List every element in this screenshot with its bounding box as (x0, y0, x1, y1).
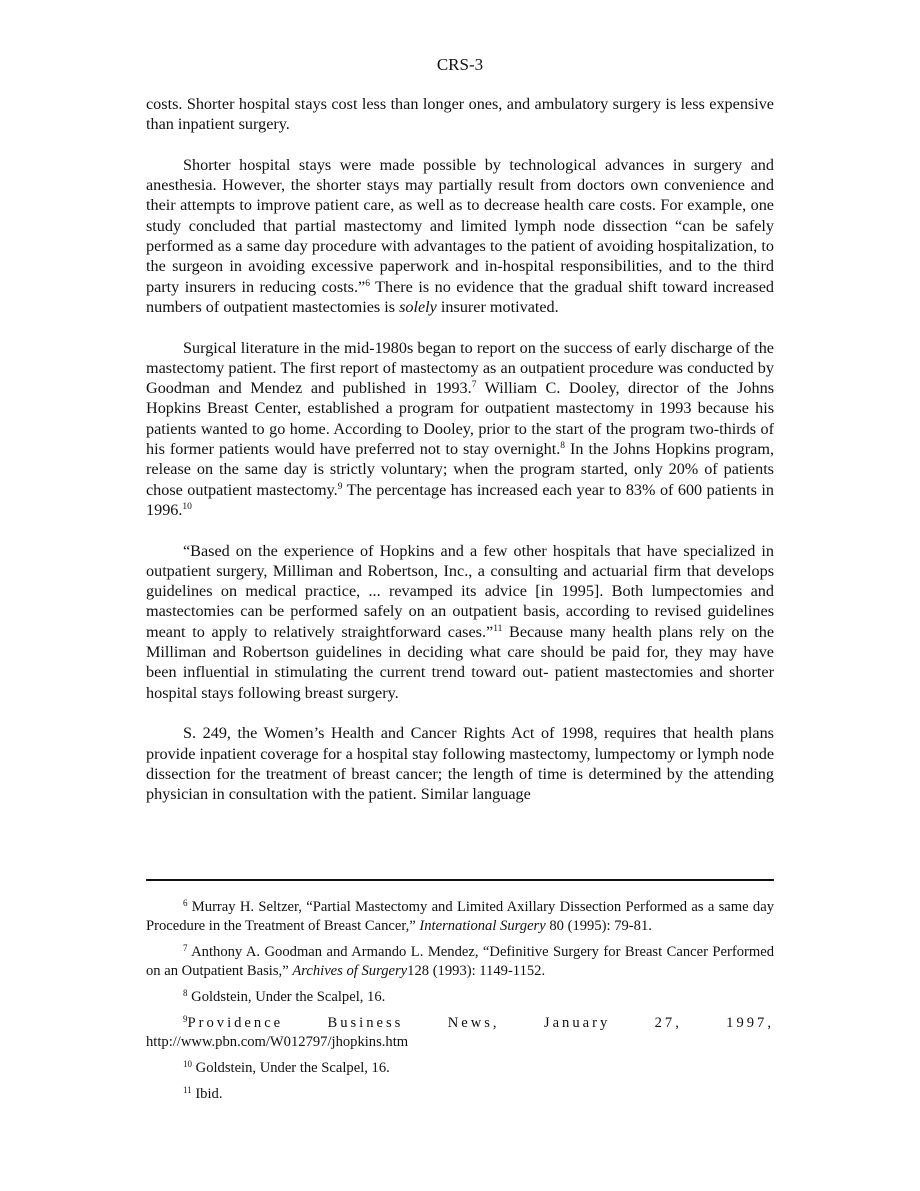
footnote-ref-10: 10 (182, 501, 192, 512)
footnote-6: $^6$ Murray H. Seltzer, “Partial Mastectomy and Limited Axillary Dissection Performed as a same day Procedure in the Treatment of Breast Cancer,” International Surgery 80 (1995): 79-81. (146, 898, 774, 934)
footnote-number: 10 (183, 1059, 192, 1069)
paragraph-s249: S. 249, the Women’s Health and Cancer Rights Act of 1998, requires that health plans provide inpatient coverage for a hospital stay following mastectomy, lumpectomy or lymph node dissection for the treatment of breast cancer; the length of time is determined by the attending physician in consultation with the patient. Similar language (146, 724, 774, 804)
footnote-number: 8 (183, 988, 188, 998)
footnote-7: $^7$ Anthony A. Goodman and Armando L. Mendez, “Definitive Surgery for Breast Cancer Performed on an Outpatient Basis,” Archives of Surgery128 (1993): 1149-1152. (146, 943, 774, 979)
footnote-8: $^8$ Goldstein, Under the Scalpel, 16. (183, 988, 386, 1005)
footnote-ref-11: 11 (493, 623, 503, 634)
footnote-ref-7: 7 (471, 380, 477, 391)
footnote-ref-8: 8 (560, 441, 565, 452)
footnote-ref-6: 6 (365, 278, 370, 289)
paragraph-shorter-stays: Shorter hospital stays were made possible by technological advances in surgery and anesthesia. However, the shorter stays may partially result from doctors own convenience and their attempts to improve patient care, as well as to decrease health care costs. For example, one study concluded that partial mastectomy and limited lymph node dissection “can be safely performed as a same day procedure with advantages to the patient of avoiding hospitalization, to the surgeon in avoiding excessive paperwork and in-hospital responsibilities, and to the third party insurers in reducing costs.”$^6$ There is no evidence that the gradual shift toward increased numbers of outpatient mastectomies is solely insurer motivated. (146, 155, 774, 316)
footnotes-section (146, 898, 774, 1111)
footnote-11: $^{11}$ Ibid. (183, 1085, 223, 1102)
footnote-number: 9 (183, 1014, 188, 1024)
page-number-header: CRS-3 (436, 55, 484, 74)
footnote-ref-9: 9 (337, 481, 343, 492)
paragraph-surgical-literature: Surgical literature in the mid-1980s began to report on the success of early discharge of the mastectomy patient. The first report of mastectomy as an outpatient procedure was conducted by Goodman and Mendez and published in 1993.$^7$ William C. Dooley, director of the Johns Hopkins Breast Center, established a program for outpatient mastectomy in 1993 because his patients wanted to go home. According to Dooley, prior to the start of the program two-thirds of his former patients would have preferred not to stay overnight.$^8$ In the Johns Hopkins program, release on the same day is strictly voluntary; when the program started, only 20% of patients chose outpatient mastectomy.$^9$ The percentage has increased each year to 83% of 600 patients in 1996.10 (146, 338, 774, 519)
emphasis-solely: solely (399, 297, 437, 316)
footnote-9-citation: $^9$Providence Business News, January 27, 1997, (183, 1014, 774, 1031)
footnote-number: 6 (183, 898, 188, 908)
footnote-number: 11 (183, 1085, 192, 1095)
footnote-number: 7 (183, 943, 188, 953)
footnote-10: $^{10}$ Goldstein, Under the Scalpel, 16. (183, 1059, 390, 1076)
paragraph-milliman-robertson: “Based on the experience of Hopkins and a few other hospitals that have specialized in outpatient surgery, Milliman and Robertson, Inc., a consulting and actuarial firm that develops guidelines on medical practice, ... revamped its advice [in 1995]. Both lumpectomies and mastectomies can be performed safely on an outpatient basis, according to revised guidelines meant to apply to relatively straightforward cases.”$^{11}$ Because many health plans rely on the Milliman and Robertson guidelines in deciding what care should be paid for, they may have been influential in stimulating the current trend toward out- patient mastectomies and shorter hospital stays following breast surgery. (146, 541, 774, 702)
body-text (146, 94, 774, 804)
paragraph-costs: costs. Shorter hospital stays cost less than longer ones, and ambulatory surgery is less expensive than inpatient surgery. (146, 95, 774, 134)
footnote-divider (146, 879, 774, 881)
footnote-9-url: http://www.pbn.com/W012797/jhopkins.htm (146, 1034, 409, 1050)
footnote-9 (146, 1014, 774, 1052)
